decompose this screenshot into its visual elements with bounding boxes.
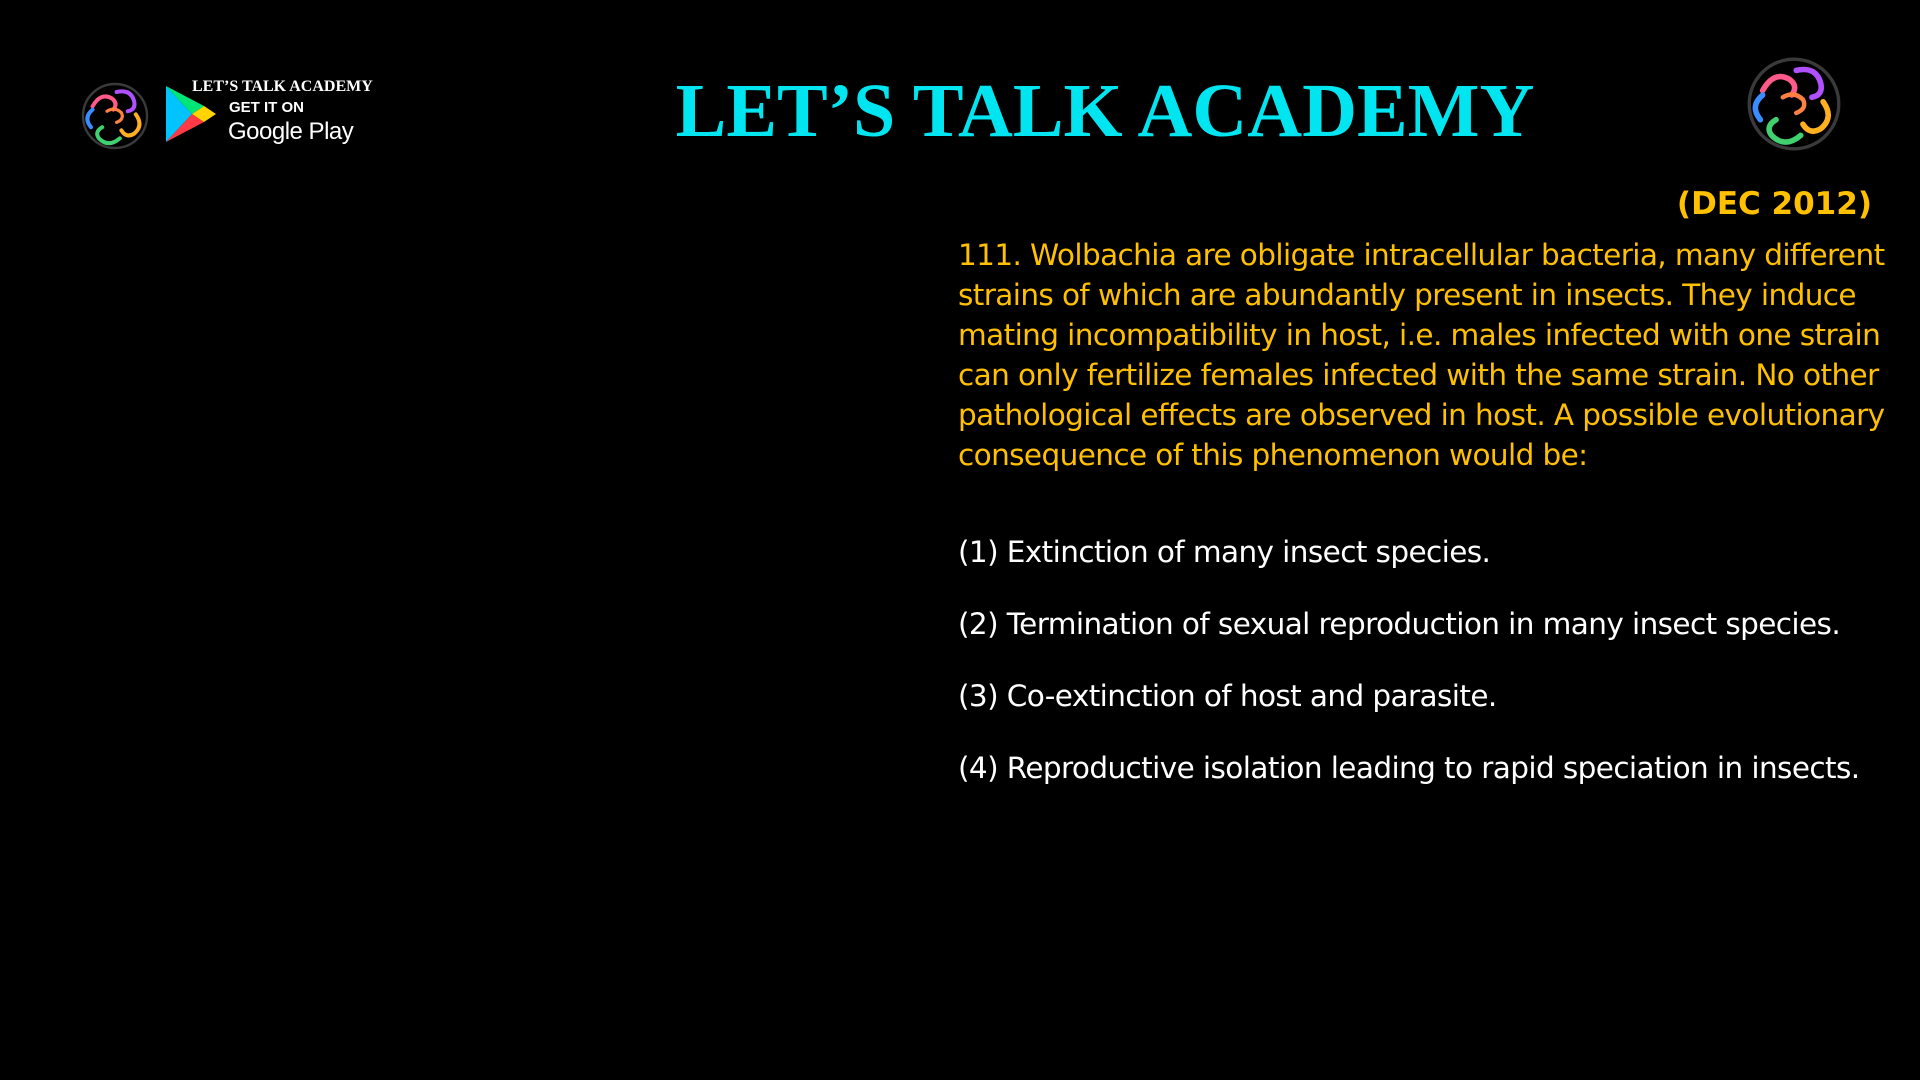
academy-logo-icon — [1736, 48, 1852, 160]
answer-option-4[interactable]: (4) Reproductive isolation leading to rapid speciation in insects. — [958, 751, 1860, 785]
question-text: 111. Wolbachia are obligate intracellular bacteria, many different strains of which are abundantly present in insects. They induce mating incompatibility in host, i.e. males infected with one strain can only fertilize females infected with the same strain. No other pathological effects are observed in host. A possible evolutionary consequence of this phenomenon would be: — [958, 238, 1885, 472]
page-title: LET’S TALK ACADEMY — [675, 69, 1535, 153]
answer-option-3[interactable]: (3) Co-extinction of host and parasite. — [958, 679, 1497, 713]
badge-store-name: Google Play — [228, 118, 354, 145]
badge-get-it-on: GET IT ON — [229, 99, 304, 116]
answer-option-2[interactable]: (2) Termination of sexual reproduction in many insect species. — [958, 607, 1841, 641]
exam-year-tag: (DEC 2012) — [1676, 186, 1872, 222]
answer-options — [958, 532, 1908, 820]
badge-academy-name: LET’S TALK ACADEMY — [192, 78, 373, 95]
answer-option-1[interactable]: (1) Extinction of many insect species. — [958, 535, 1491, 569]
